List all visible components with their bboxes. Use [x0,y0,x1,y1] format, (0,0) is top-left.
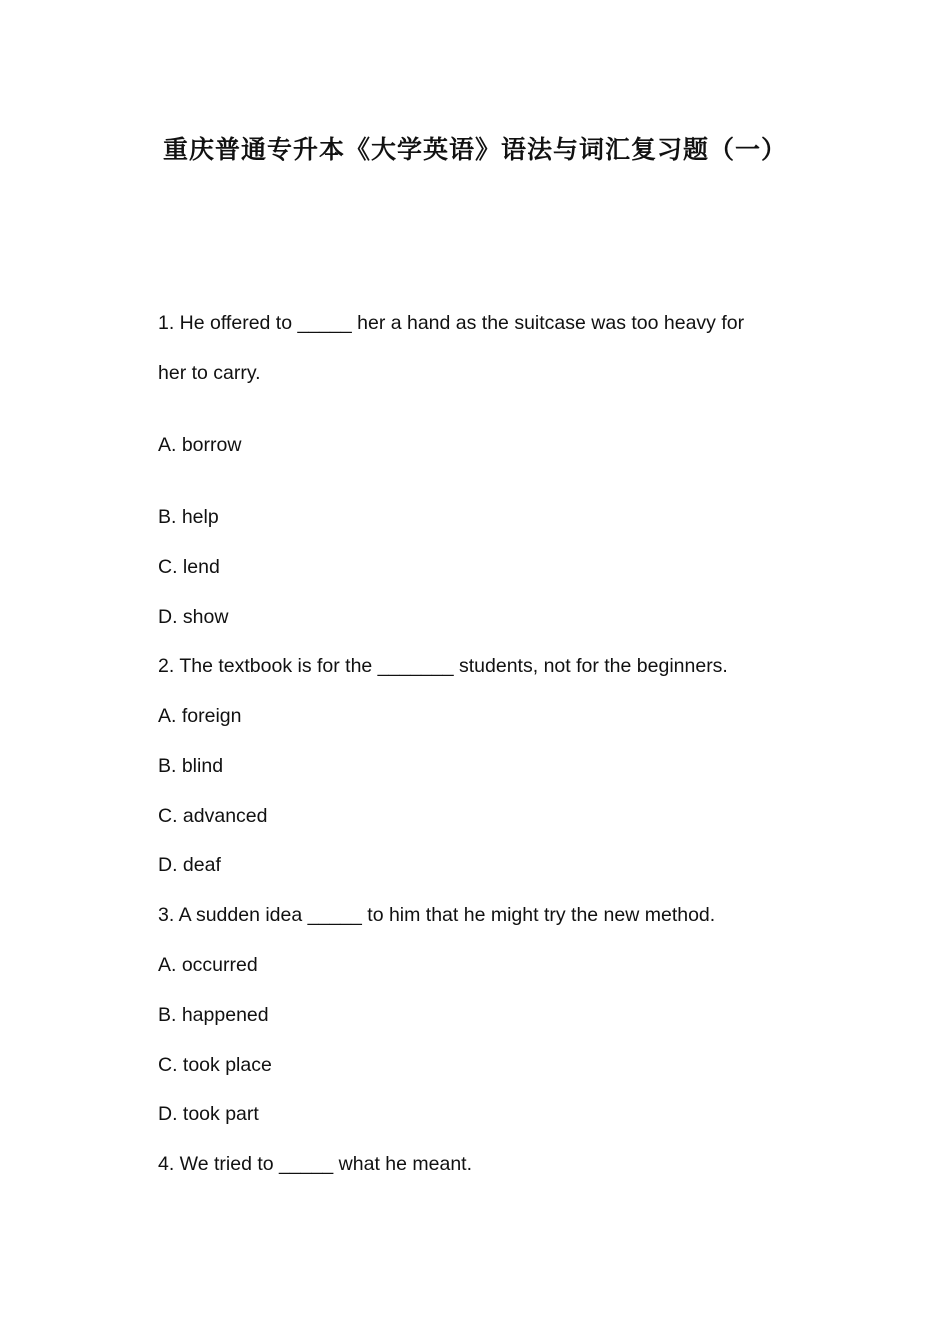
question-3-option-b: B. happened [158,1004,269,1026]
question-3-option-a: A. occurred [158,954,258,976]
question-3-option-d: D. took part [158,1103,259,1125]
question-1-stem-continued: her to carry. [158,362,261,384]
question-1-option-a: A. borrow [158,434,242,456]
question-1-stem: 1. He offered to _____ her a hand as the suitcase was too heavy for [158,312,745,334]
question-2-option-a: A. foreign [158,705,242,727]
document-title: 重庆普通专升本《大学英语》语法与词汇复习题（一） [162,135,787,164]
question-2-stem: 2. The textbook is for the _______ students, not for the beginners. [158,655,728,677]
question-2-option-c: C. advanced [158,805,268,827]
question-2-option-b: B. blind [158,755,224,777]
question-2-option-d: D. deaf [158,854,221,876]
question-1-option-d: D. show [158,606,229,628]
question-4-stem: 4. We tried to _____ what he meant. [158,1153,472,1175]
question-1-option-b: B. help [158,506,219,528]
question-1-option-c: C. lend [158,556,220,578]
question-3-option-c: C. took place [158,1054,272,1076]
question-3-stem: 3. A sudden idea _____ to him that he might try the new method. [158,904,716,926]
